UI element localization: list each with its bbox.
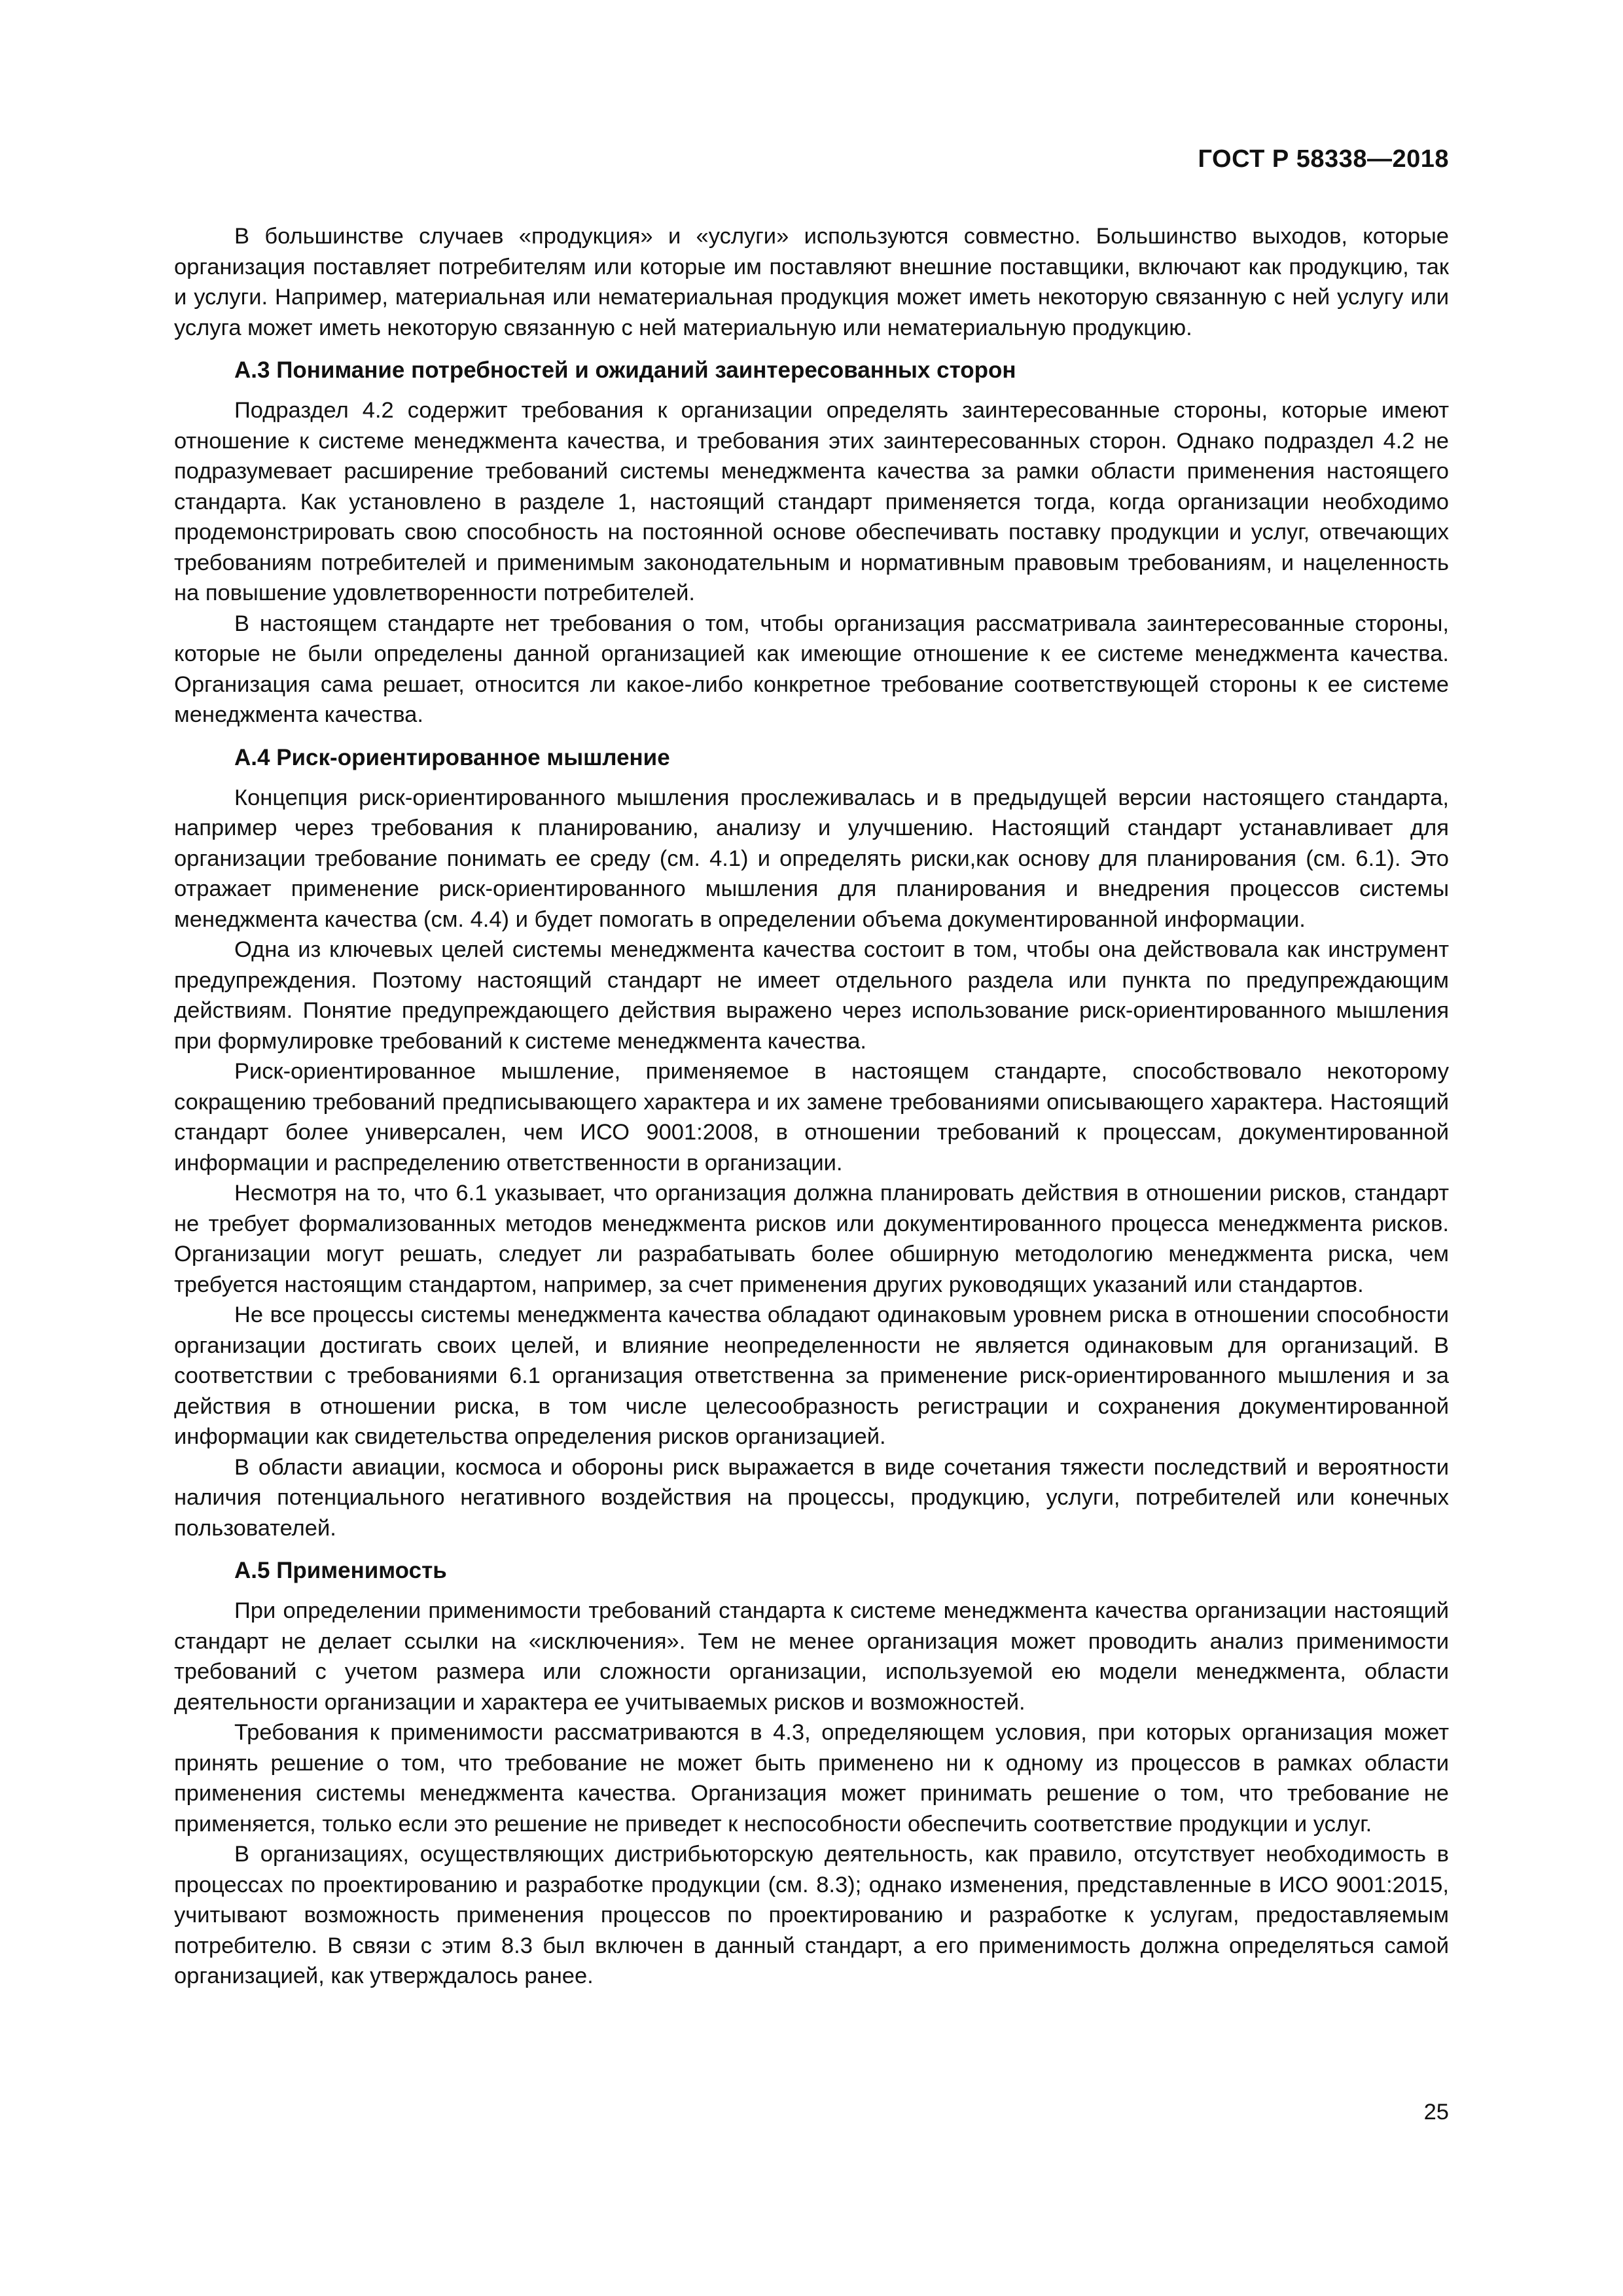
paragraph: Несмотря на то, что 6.1 указывает, что организация должна планировать действия в отношении рисков, стандарт не требует формализованных методов менеджмента рисков или документированного процесса менеджмента рисков. Организации могут решать, следует ли разрабатывать более обширную методологию менеджмента риска, чем требуется настоящим стандартом, например, за счет применения других руководящих указаний или стандартов. xyxy=(174,1181,1449,1297)
section-a3-title: А.3 Понимание потребностей и ожиданий заинтересованных сторон xyxy=(234,357,1016,383)
paragraph: Одна из ключевых целей системы менеджмента качества состоит в том, чтобы она действовала как инструмент предупреждения. Поэтому настоящий стандарт не имеет отдельного раздела или пункта по предупреждающим действиям. Понятие предупреждающего действия выражено через использование риск-ориентированного мышления при формулировке требований к системе менеджмента качества. xyxy=(174,937,1449,1054)
paragraph: Концепция риск-ориентированного мышления прослеживалась и в предыдущей версии настоящего стандарта, например через требования к планированию, анализу и улучшению. Настоящий стандарт устанавливает для организации требование понимать ее среду (см. 4.1) и определять риски,как основу для планирования (см. 6.1). Это отражает применение риск-ориентированного мышления для планирования и внедрения процессов системы менеджмента качества (см. 4.4) и будет помогать в определении объема документированной информации. xyxy=(174,785,1449,932)
paragraph: Риск-ориентированное мышление, применяемое в настоящем стандарте, способствовало некоторому сокращению требований предписывающего характера и их замене требованиями описывающего характера. Настоящий стандарт более универсален, чем ИСО 9001:2008, в отношении требований к процессам, документированной информации и распределению ответственности в организации. xyxy=(174,1059,1449,1175)
paragraph: В организациях, осуществляющих дистрибьюторскую деятельность, как правило, отсутствует необходимость в процессах по проектированию и разработке продукции (см. 8.3); однако изменения, представленные в ИСО 9001:2015, учитывают возможность применения процессов по проектированию и разработке к услугам, предоставляемым потребителю. В связи с этим 8.3 был включен в данный стандарт, а его применимость должна определяться самой организацией, как утверждалось ранее. xyxy=(174,1842,1449,1988)
document-body xyxy=(174,221,1449,1992)
document-header: ГОСТ Р 58338—2018 xyxy=(1198,145,1449,173)
paragraph: Не все процессы системы менеджмента качества обладают одинаковым уровнем риска в отношении способности организации достигать своих целей, и влияние неопределенности не является одинаковым для организаций. В соответствии с требованиями 6.1 организация ответственна за применение риск-ориентированного мышления и за действия в отношении риска, в том числе целесообразность регистрации и сохранения документированной информации как свидетельства определения рисков организацией. xyxy=(174,1302,1449,1449)
paragraph: При определении применимости требований стандарта к системе менеджмента качества организации настоящий стандарт не делает ссылки на «исключения». Тем не менее организация может проводить анализ применимости требований с учетом размера или сложности организации, используемой ею модели менеджмента, области деятельности организации и характера ее учитываемых рисков и возможностей. xyxy=(174,1598,1449,1715)
paragraph: Подраздел 4.2 содержит требования к организации определять заинтересованные стороны, которые имеют отношение к системе менеджмента качества, и требования этих заинтересованных сторон. Однако подраздел 4.2 не подразумевает расширение требований системы менеджмента качества за рамки области применения настоящего стандарта. Как установлено в разделе 1, настоящий стандарт применяется тогда, когда организации необходимо продемонстрировать свою способность на постоянной основе обеспечивать поставку продукции и услуг, отвечающих требованиям потребителей и применимым законодательным и нормативным правовым требованиям, и нацеленность на повышение удовлетворенности потребителей. xyxy=(174,398,1449,605)
paragraph: Требования к применимости рассматриваются в 4.3, определяющем условия, при которых организация может принять решение о том, что требование не может быть применено ни к одному из процессов в рамках области применения системы менеджмента качества. Организация может принимать решение о том, что требование не применяется, только если это решение не приведет к неспособности обеспечить соответствие продукции и услуг. xyxy=(174,1720,1449,1837)
intro-paragraph: В большинстве случаев «продукция» и «услуги» используются совместно. Большинство выходов, которые организация поставляет потребителям или которые им поставляют внешние поставщики, включают как продукцию, так и услуги. Например, материальная или нематериальная продукция может иметь некоторую связанную с ней услугу или услуга может иметь некоторую связанную с ней материальную или нематериальную продукцию. xyxy=(174,224,1449,340)
paragraph: В настоящем стандарте нет требования о том, чтобы организация рассматривала заинтересованные стороны, которые не были определены данной организацией как имеющие отношение к ее системе менеджмента качества. Организация сама решает, относится ли какое-либо конкретное требование соответствующей стороны к ее системе менеджмента качества. xyxy=(174,611,1449,727)
section-a4-title: А.4 Риск-ориентированное мышление xyxy=(234,744,670,770)
paragraph: В области авиации, космоса и обороны риск выражается в виде сочетания тяжести последствий и вероятности наличия потенциального негативного воздействия на процессы, продукцию, услуги, потребителей или конечных пользователей. xyxy=(174,1454,1449,1541)
section-a5-title: А.5 Применимость xyxy=(234,1558,447,1583)
page-number: 25 xyxy=(1423,2100,1449,2125)
